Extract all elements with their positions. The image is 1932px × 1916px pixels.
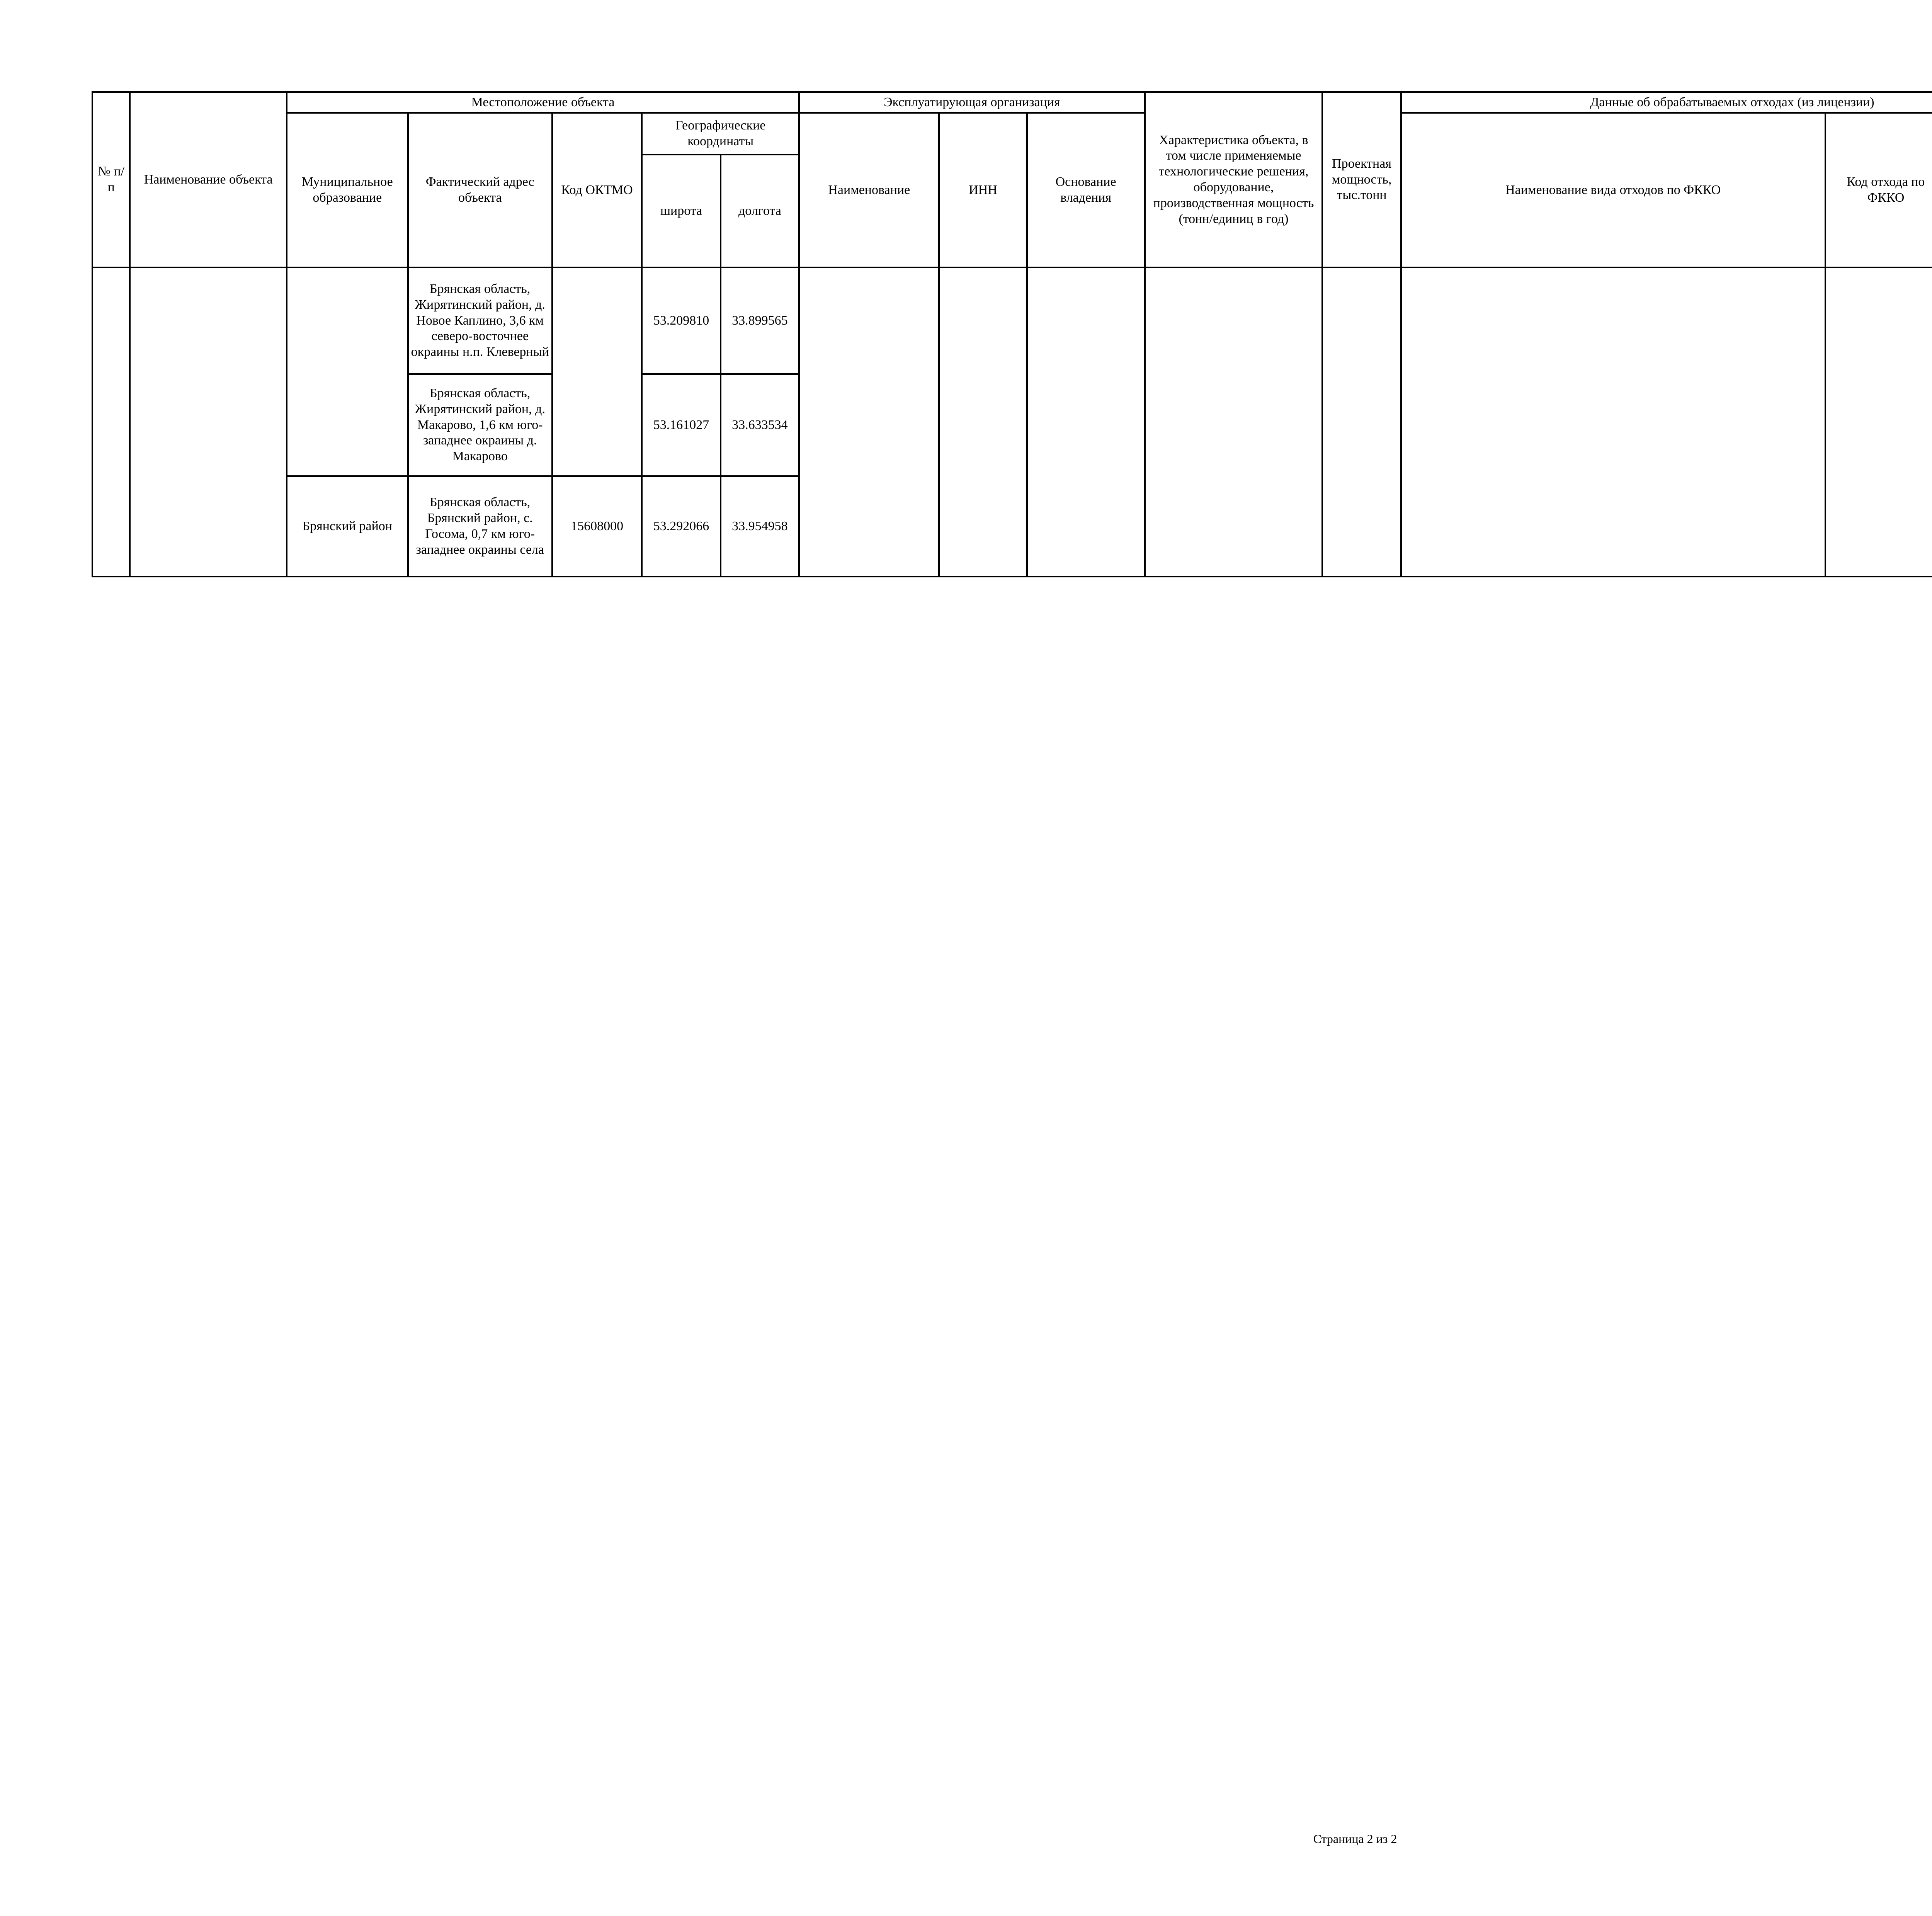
- page-number: Страница 2 из 2: [1313, 1832, 1397, 1846]
- group-header-operator: Эксплуатирующая организация: [799, 92, 1145, 113]
- col-header-waste-code: Код отхода по ФККО: [1825, 113, 1932, 267]
- cell-address: Брянская область, Брянский район, с. Госома, 0,7 км юго-западнее окраины села: [408, 476, 552, 577]
- col-header-geo: Географические координаты: [642, 113, 799, 155]
- col-header-inn: ИНН: [939, 113, 1027, 267]
- col-header-oktmo: Код ОКТМО: [552, 113, 642, 267]
- col-header-object-name: Наименование объекта: [130, 92, 287, 267]
- col-header-waste-name: Наименование вида отходов по ФККО: [1401, 113, 1825, 267]
- cell-op-name: [799, 267, 939, 577]
- col-header-address: Фактический адрес объекта: [408, 113, 552, 267]
- col-header-num: № п/п: [92, 92, 130, 267]
- cell-lat: 53.161027: [642, 374, 720, 476]
- cell-waste-code: [1825, 267, 1932, 577]
- cell-oktmo: 15608000: [552, 476, 642, 577]
- cell-object-name: [130, 267, 287, 577]
- cell-ownership: [1027, 267, 1145, 577]
- header-row-groups: [92, 92, 1932, 113]
- cell-oktmo: [552, 267, 642, 476]
- cell-address: Брянская область, Жирятинский район, д. Макарово, 1,6 км юго-западнее окраины д. Макарово: [408, 374, 552, 476]
- col-header-municipal: Муниципальное образование: [287, 113, 408, 267]
- cell-characteristics: [1145, 267, 1323, 577]
- cell-waste-name: [1401, 267, 1825, 577]
- cell-lon: 33.954958: [721, 476, 799, 577]
- group-header-waste: Данные об обрабатываемых отходах (из лицензии): [1401, 92, 1932, 113]
- cell-lat: 53.209810: [642, 267, 720, 374]
- col-header-op-name: Наименование: [799, 113, 939, 267]
- col-header-lat: широта: [642, 155, 720, 267]
- col-header-ownership: Основание владения: [1027, 113, 1145, 267]
- header-row-sub1: [92, 113, 1932, 155]
- col-header-lon: долгота: [721, 155, 799, 267]
- cell-capacity: [1322, 267, 1401, 577]
- registry-table: [92, 91, 1932, 577]
- table-row: [92, 267, 1932, 374]
- cell-lon: 33.899565: [721, 267, 799, 374]
- col-header-characteristics: Характеристика объекта, в том числе применяемые технологические решения, оборудование, производственная мощность (тонн/единиц в год): [1145, 92, 1323, 267]
- cell-inn: [939, 267, 1027, 577]
- col-header-capacity: Проектная мощность, тыс.тонн: [1322, 92, 1401, 267]
- cell-num: [92, 267, 130, 577]
- cell-municipal: [287, 267, 408, 476]
- cell-address: Брянская область, Жирятинский район, д. Новое Каплино, 3,6 км северо-восточнее окраины н.п. Клеверный: [408, 267, 552, 374]
- cell-lat: 53.292066: [642, 476, 720, 577]
- cell-municipal: Брянский район: [287, 476, 408, 577]
- cell-lon: 33.633534: [721, 374, 799, 476]
- group-header-location: Местоположение объекта: [287, 92, 799, 113]
